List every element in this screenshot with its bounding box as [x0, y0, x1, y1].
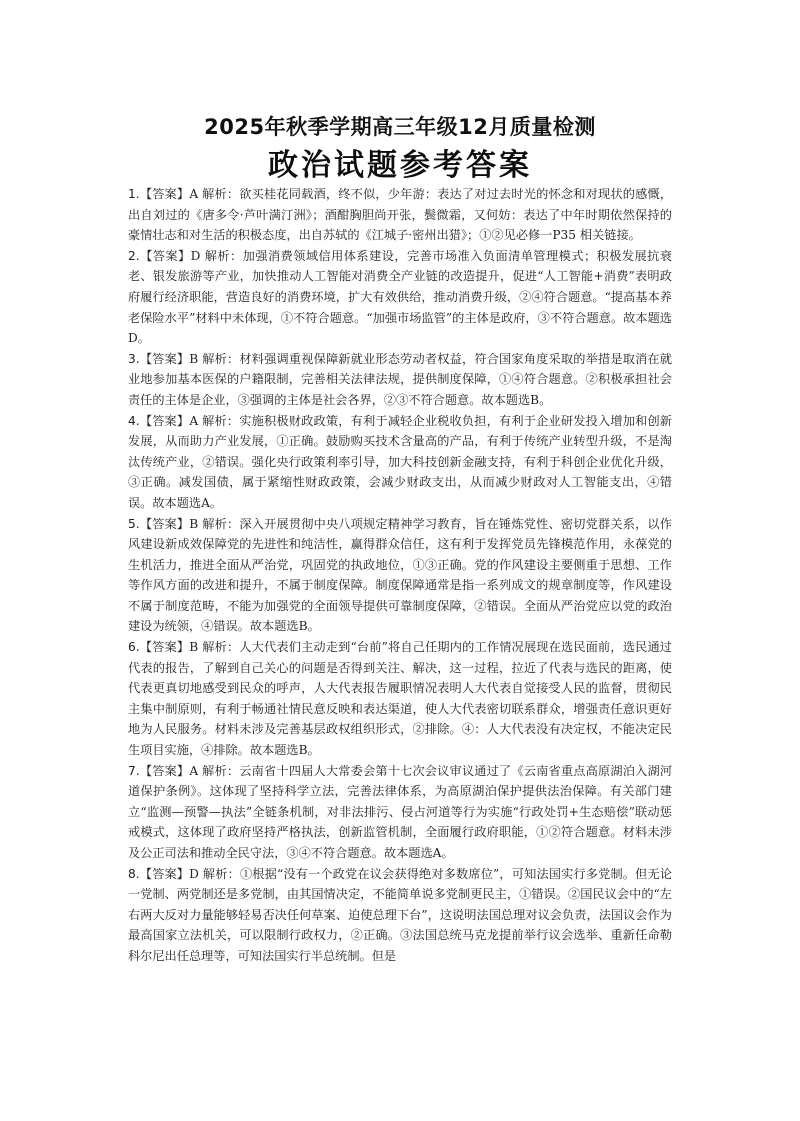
answer-item-8 — [128, 864, 672, 967]
answer-label: 【答案】 — [139, 413, 190, 428]
item-number: 3. — [128, 351, 140, 366]
item-number: 7. — [128, 763, 140, 778]
exam-subtitle: 2025年秋季学期高三年级12月质量检测 — [204, 115, 596, 139]
answer-text: B 解析：材料强调重视保障新就业形态劳动者权益，符合国家角度采取的举措是取消在就业地参加基本医保的户籍限制，完善相关法律法规，提供制度保障，①④符合题意。②积极承担社会责任的主体是企业，③强调的主体是社会各界，②③不符合题意。故本题选B。 — [128, 351, 672, 407]
document-title: 政治试题参考答案 — [268, 148, 532, 183]
answer-text: B 解析：人大代表们主动走到“台前”将自己任期内的工作情况展现在选民面前，选民通过代表的报告，了解到自己关心的问题是否得到关注、解决，这一过程，拉近了代表与选民的距离，使代表更真切地感受到民众的呼声，人大代表报告履职情况表明人大代表自觉接受人民的监督，贯彻民主集中制原则，有利于畅通社情民意反映和表达渠道，使人大代表密切联系群众，增强责任意识更好地为人民服务。材料未涉及完善基层政权组织形式，②排除。④：人大代表没有决定权，不能决定民生项目实施，④排除。故本题选B。 — [128, 640, 672, 758]
answer-item-2 — [128, 246, 672, 349]
answer-item-6 — [128, 637, 672, 761]
answer-text: A 解析：实施积极财政政策，有利于减轻企业税收负担，有利于企业研发投入增加和创新发展，从而助力产业发展，①正确。鼓励购买技术含量高的产品，有利于传统产业转型升级，不是淘汰传统产业，②错误。强化央行政策利率引导，加大科技创新金融支持，有利于科创企业优化升级，③正确。减发国债，属于紧缩性财政政策，会减少财政支出，从而减少财政对人工智能支出，④错误。故本题选A。 — [128, 413, 673, 510]
answer-text: A 解析：云南省十四届人大常委会第十七次会议审议通过了《云南省重点高原湖泊入湖河道保护条例》。这体现了坚持科学立法，完善法律体系，为高原湖泊保护提供法治保障。有关部门建立“监测—预警—执法”全链条机制，对非法排污、侵占河道等行为实施“行政处罚+生态赔偿”联动惩戒模式，这体现了政府坚持严格执法，创新监管机制，全面履行政府职能，①②符合题意。材料未涉及公正司法和推动全民守法，③④不符合题意。故本题选A。 — [128, 763, 673, 860]
answer-item-3 — [128, 349, 672, 411]
item-number: 1. — [128, 187, 140, 201]
answer-list — [128, 184, 672, 967]
answer-text: A 解析：欲买桂花同载酒，终不似，少年游：表达了对过去时光的怀念和对现状的感慨，出自刘过的《唐多令·芦叶满汀洲》；酒酣胸胆尚开张，鬓微霜，又何妨：表达了中年时期依然保持的豪情壮志和对生活的积极态度，出自苏轼的《江城子·密州出猎》；①②见必修一P35 相关链接。 — [128, 187, 673, 243]
item-number: 2. — [128, 248, 140, 263]
answer-label: 【答案】 — [139, 763, 190, 778]
answer-item-5 — [128, 514, 672, 638]
answer-text: D 解析：加强消费领域信用体系建设，完善市场准入负面清单管理模式；积极发展抗衰老、银发旅游等产业，加快推动人工智能对消费全产业链的改造提升，促进“人工智能+消费”表明政府履行经济职能，营造良好的消费环境，扩大有效供给，推动消费升级，②④符合题意。“提高基本养老保险水平”材料中未体现，①不符合题意。“加强市场监管”的主体是政府，③不符合题意。故本题选D。 — [128, 248, 672, 346]
item-number: 6. — [128, 640, 140, 655]
answer-label: 【答案】 — [139, 640, 190, 655]
answer-label: 【答案】 — [139, 516, 190, 531]
answer-item-4 — [128, 411, 672, 514]
answer-text: D 解析：①根据“没有一个政党在议会获得绝对多数席位”，可知法国实行多党制。但无论一党制、两党制还是多党制，由其国情决定，不能简单说多党制更民主，①错误。②国民议会中的“左右两大反对力量能够轻易否决任何草案、迫使总理下台”，这说明法国总理对议会负责，法国议会作为最高国家立法机关，可以限制行政权力，②正确。③法国总统马克龙提前举行议会选举、重新任命勒科尔尼出任总理等，可知法国实行半总统制。但是 — [128, 866, 673, 963]
answer-item-7 — [128, 761, 672, 864]
answer-label: 【答案】 — [139, 248, 191, 263]
answer-label: 【答案】 — [139, 351, 190, 366]
answer-text: B 解析：深入开展贯彻中央八项规定精神学习教育，旨在锤炼党性、密切党群关系，以作风建设新成效保障党的先进性和纯洁性，赢得群众信任，这有利于发挥党员先锋模范作用，永葆党的生机活力，推进全面从严治党，巩固党的执政地位，①③正确。党的作风建设主要侧重于思想、工作等作风方面的改进和提升，不属于制度保障。制度保障通常是指一系列成文的规章制度等，作风建设不属于制度范畴，不能为加强党的全面领导提供可靠制度保障，②错误。全面从严治党应以党的政治建设为统领，④错误。故本题选B。 — [128, 516, 672, 634]
answer-item-1 — [128, 184, 672, 246]
item-number: 8. — [128, 866, 140, 881]
answer-label: 【答案】 — [139, 866, 190, 881]
item-number: 4. — [128, 413, 140, 428]
item-number: 5. — [128, 516, 140, 531]
answer-label: 【答案】 — [139, 187, 190, 201]
